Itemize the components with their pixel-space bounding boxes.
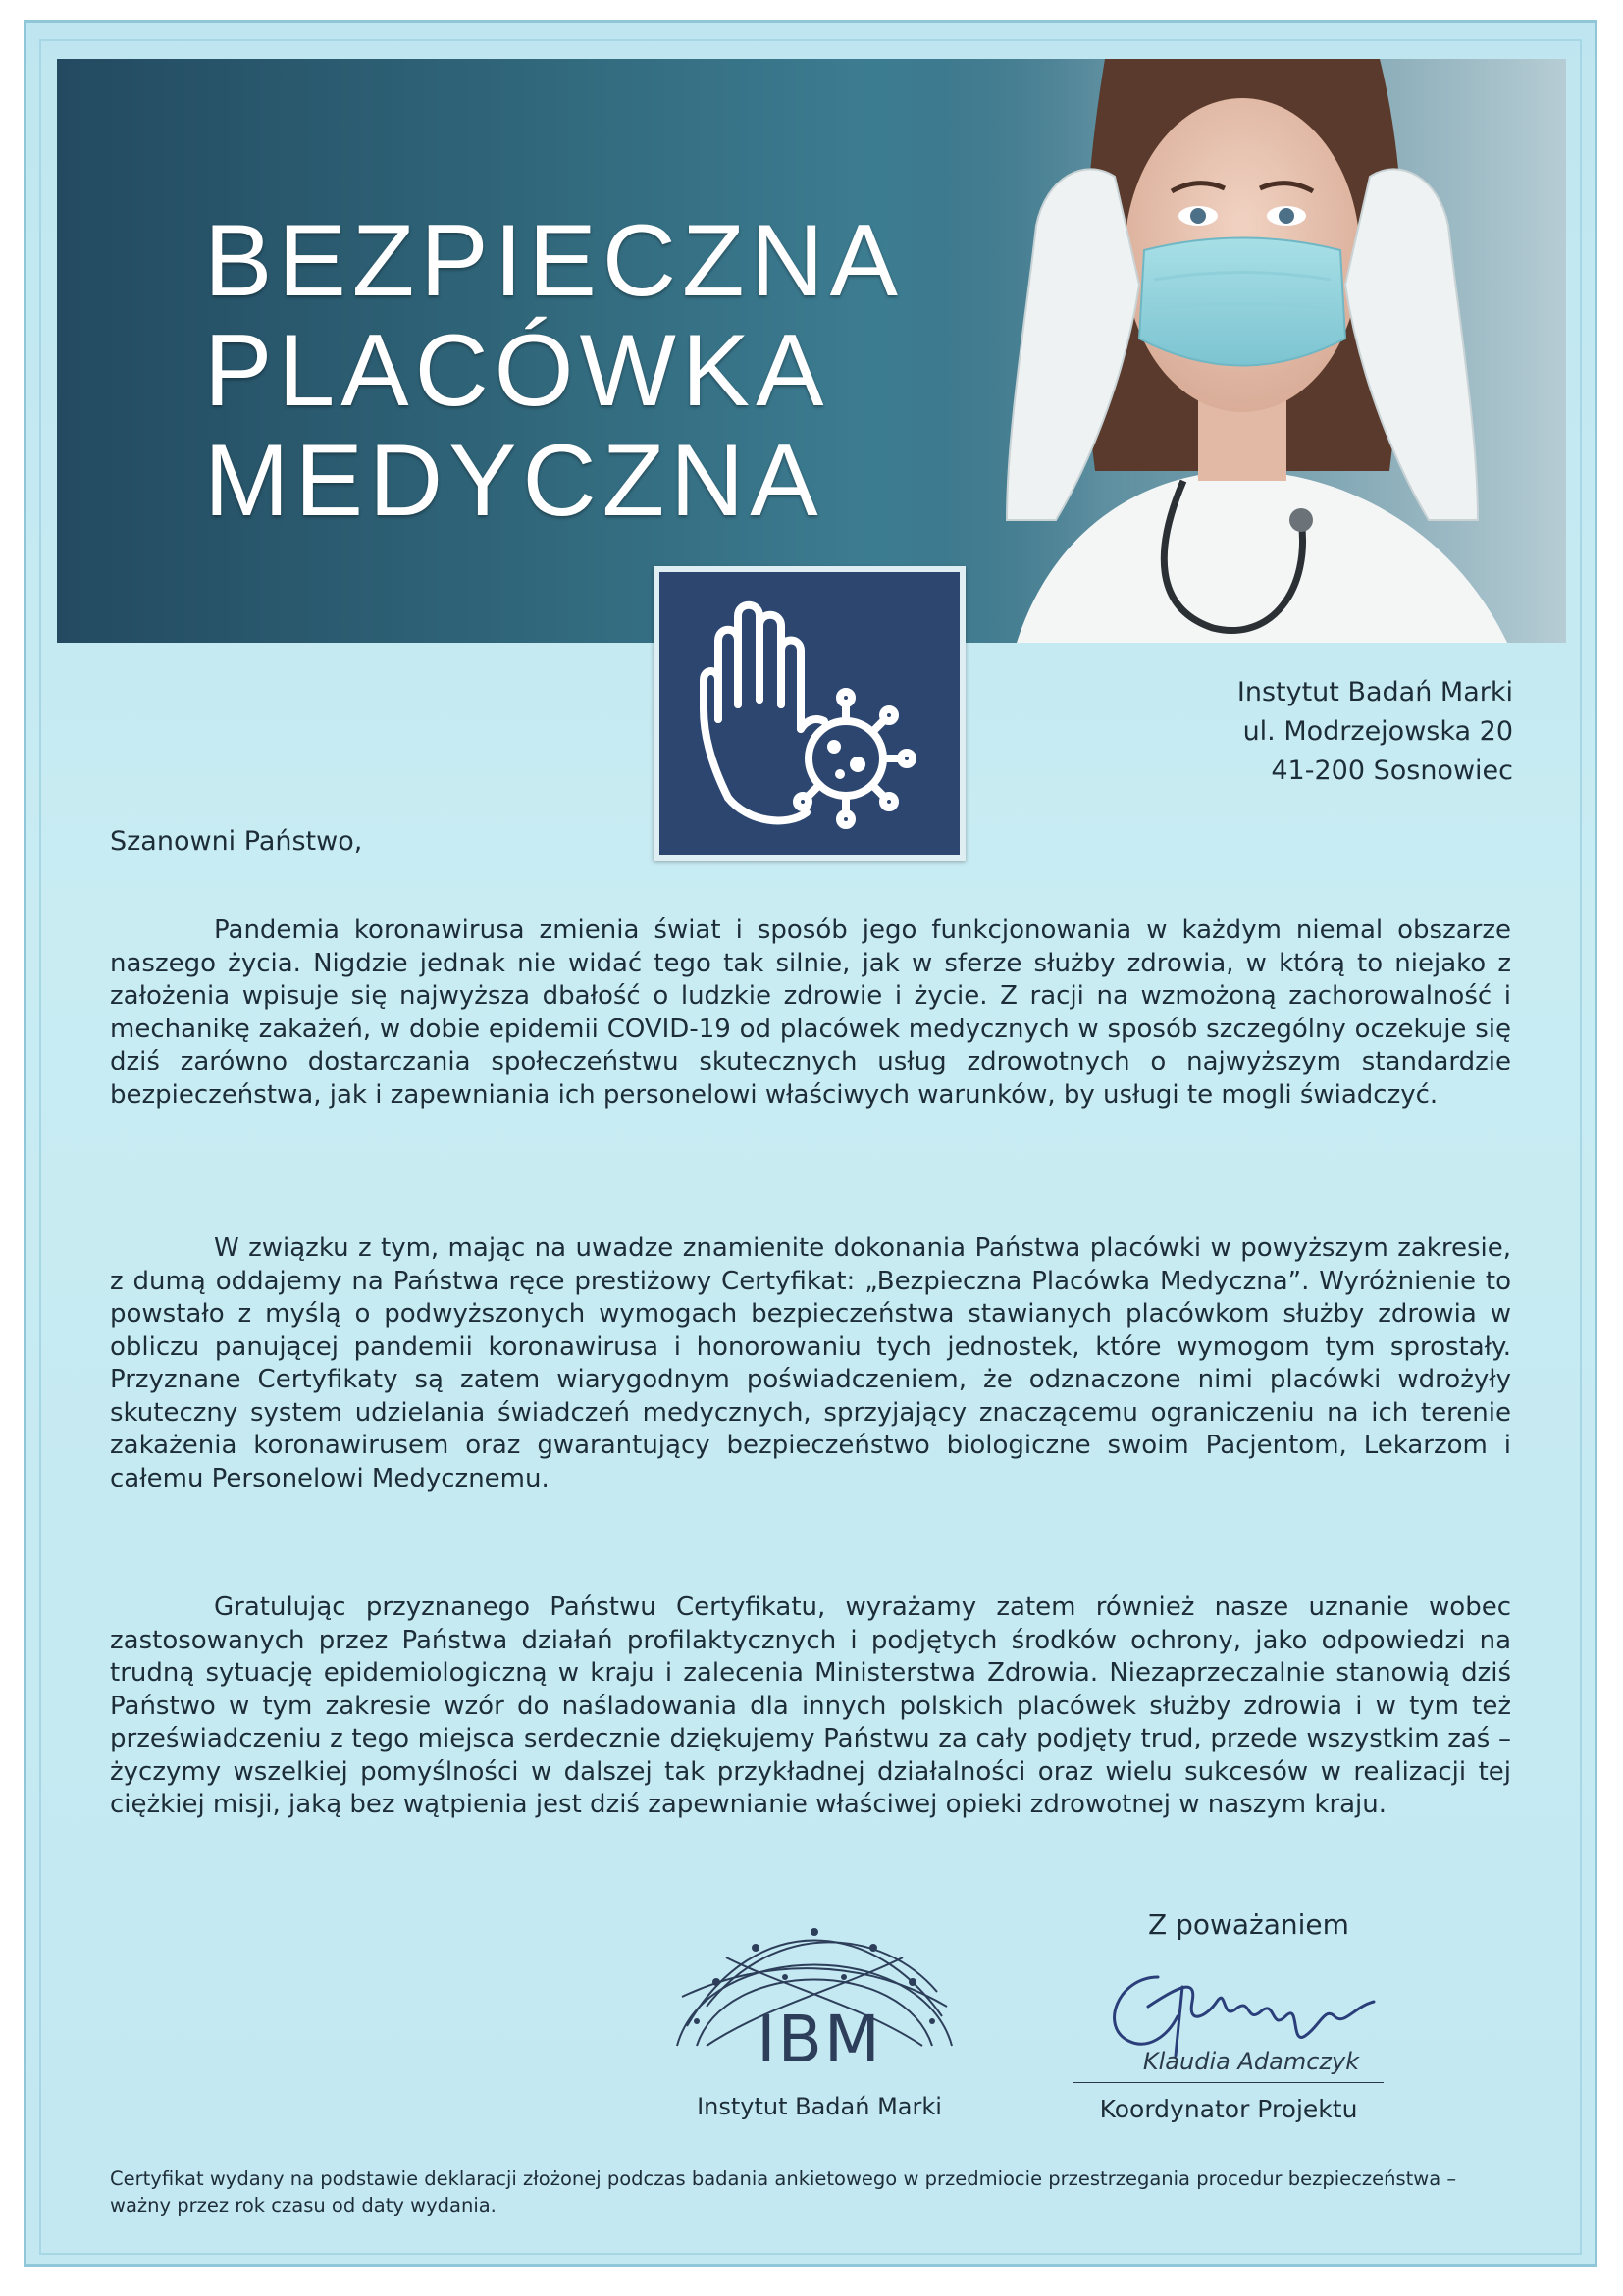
sender-address [1237, 673, 1513, 791]
title-line-1: BEZPIECZNA [204, 204, 904, 318]
nurse-photo [860, 59, 1566, 643]
letter-paragraph-2 [110, 1232, 1511, 1495]
hand-virus-icon [659, 572, 960, 855]
closing-phrase: Z poważaniem [1148, 1908, 1349, 1941]
ibm-logo-letters: IBM [757, 2002, 882, 2077]
letter-paragraph-1 [110, 914, 1511, 1112]
badge-tile [654, 566, 966, 861]
salutation: Szanowni Państwo, [110, 826, 363, 857]
ibm-logo-caption: Instytut Badań Marki [697, 2093, 942, 2120]
certificate-footnote: Certyfikat wydany na podstawie deklaracji złożonej podczas badania ankietowego w przedmiocie przestrzegania procedur bezpieczeństwa – ważny przez rok czasu od daty wydania. [110, 2167, 1457, 2217]
title-line-3: MEDYCZNA [204, 424, 824, 538]
paragraph-text: Gratulując przyznanego Państwu Certyfikatu, wyrażamy zatem również nasze uznanie wobec zastosowanych przez Państwa działań profilaktycznych i podjętych środków ochrony, jako odpowiedzi na trudną sytuację epidemiologiczną w kraju i zalecenia Ministerstwa Zdrowia. Niezaprzeczalnie stanowią dziś Państwo w tym zakresie wzór do naśladowania dla innych polskich placówek służby zdrowia i w tym też przeświadczeniu z tego miejsca serdecznie dziękujemy Państwu za cały podjęty trud, przede wszystkim zaś – życzymy wszelkiej pomyślności w dalszej tak przykładnej działalności oraz wielu sukcesów w realizacji tej ciężkiej misji, jaką bez wątpienia jest dziś zapewnianie właściwej opieki zdrowotnej w naszym kraju. [110, 1592, 1511, 1819]
letter-paragraph-3 [110, 1592, 1511, 1822]
header-banner [57, 59, 1566, 643]
paragraph-text: Pandemia koronawirusa zmienia świat i sposób jego funkcjonowania w każdym niemal obszarze naszego życia. Nigdzie jednak nie widać tego tak silnie, jak w sferze służby zdrowia, w którą to niejako z założenia wpisuje się najwyższa dbałość o ludzkie zdrowie i życie. Z racji na wzmożoną zachorowalność i mechanikę zakażeń, w dobie epidemii COVID-19 od placówek medycznych w sposób szczególny oczekuje się dziś zarówno dostarczania społeczeństwu skutecznych usług zdrowotnych o najwyższym standardzie bezpieczeństwa, jak i zapewniania ich personelowi właściwych warunków, by usługi te mogli świadczyć. [110, 915, 1511, 1110]
signature-line [1073, 2082, 1384, 2083]
address-line-3: 41-200 Sosnowiec [1271, 756, 1513, 786]
paragraph-text: W związku z tym, mając na uwadze znamienite dokonania Państwa placówki w powyższym zakresie, z dumą oddajemy na Państwa ręce prestiżowy Certyfikat: „Bezpieczna Placówka Medyczna”. Wyróżnienie to powstało z myślą o podwyższonych wymogach bezpieczeństwa stawianych placówkom służby zdrowia w obliczu panującej pandemii koronawirusa i honorowaniu tych jednostek, które wymogom tym sprostały. Przyznane Certyfikaty są zatem wiarygodnym poświadczeniem, że odznaczone nimi placówki wdrożyły skuteczny system udzielania świadczeń medycznych, sprzyjający znaczącemu ograniczeniu na ich terenie zakażenia koronawirusem oraz gwarantujący bezpieczeństwo biologiczne swoim Pacjentom, Lekarzom i całemu Personelowi Medycznemu. [110, 1233, 1511, 1493]
address-line-1: Instytut Badań Marki [1236, 677, 1513, 707]
title-line-2: PLACÓWKA [204, 314, 830, 428]
signer-role: Koordynator Projektu [1099, 2095, 1358, 2123]
certificate-title [204, 206, 904, 536]
address-line-2: ul. Modrzejowska 20 [1242, 716, 1513, 747]
signer-name: Klaudia Adamczyk [1142, 2048, 1360, 2075]
